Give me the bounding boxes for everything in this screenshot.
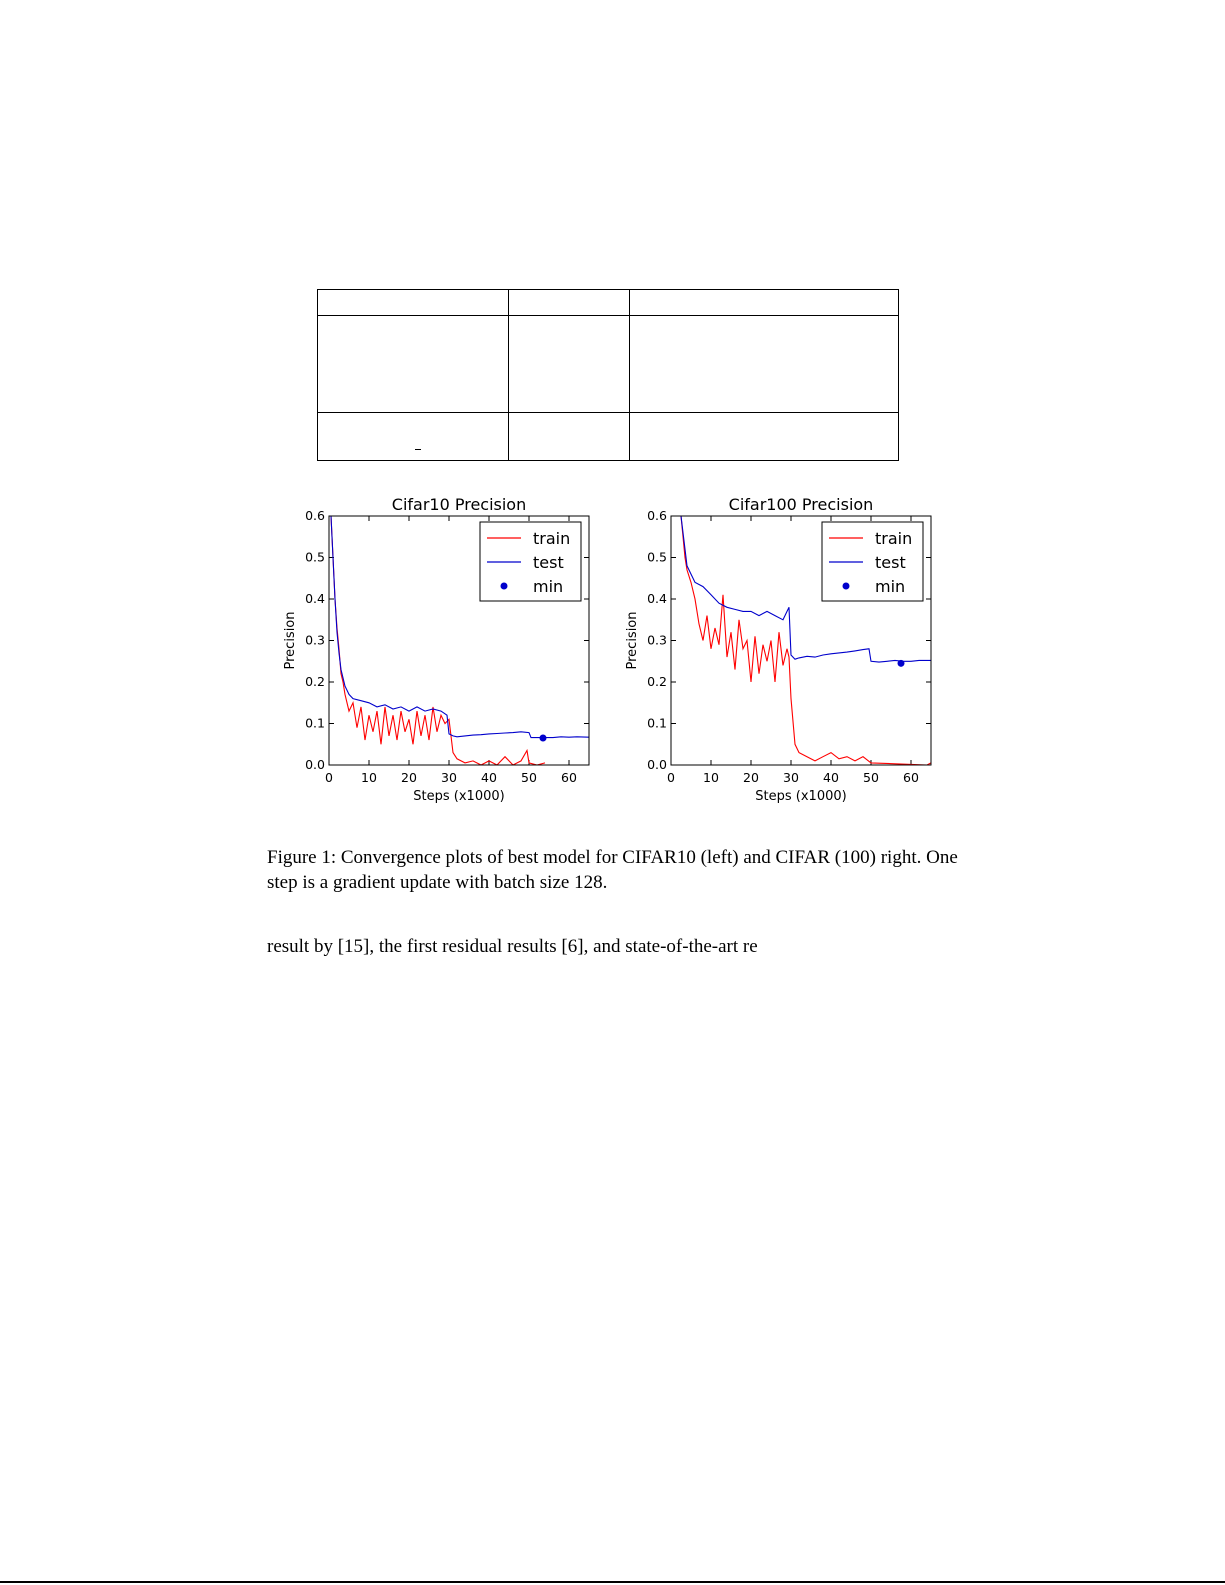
y-tick-label: 0.2: [305, 674, 325, 689]
chart-svg: [617, 490, 947, 810]
y-tick-label: 0.5: [305, 549, 325, 565]
x-tick-label: 20: [743, 770, 759, 785]
table-cell: [630, 413, 899, 461]
table-cell: [630, 290, 899, 316]
cifar10-precision-chart: [275, 490, 605, 810]
x-tick-label: 10: [361, 770, 377, 785]
y-tick-label: 0.2: [647, 674, 667, 689]
chart-title: Cifar100 Precision: [728, 495, 874, 514]
min-point-marker: [540, 735, 547, 742]
x-tick-label: 10: [703, 770, 719, 785]
y-tick-label: 0.3: [647, 632, 667, 648]
figure-caption: Figure 1: Convergence plots of best model for CIFAR10 (left) and CIFAR (100) right. One step is a gradient update with batch size 128.: [267, 847, 958, 893]
x-tick-label: 30: [783, 770, 799, 785]
legend-label-min: min: [875, 577, 906, 596]
x-axis-label: Steps (x1000): [755, 789, 847, 804]
x-tick-label: 0: [325, 770, 333, 785]
legend-label-test: test: [875, 553, 906, 572]
legend-label-test: test: [533, 553, 564, 572]
y-tick-label: 0.4: [647, 591, 667, 606]
results-table: [317, 289, 899, 461]
body-text: result by [15], the first residual results [6], and state-of-the-art re: [267, 936, 758, 957]
y-tick-label: 0.6: [305, 508, 325, 523]
y-tick-label: 0.3: [305, 632, 325, 648]
y-tick-label: 0.6: [647, 508, 667, 523]
table-cell: [318, 316, 509, 413]
y-tick-label: 0.1: [647, 715, 667, 731]
y-axis-label: Precision: [283, 611, 298, 670]
x-tick-label: 20: [401, 770, 417, 785]
y-axis-label: Precision: [625, 611, 640, 670]
legend-label-train: train: [533, 529, 571, 548]
min-point-marker: [898, 660, 905, 667]
y-tick-label: 0.4: [305, 591, 325, 606]
table-cell: [509, 413, 630, 461]
x-tick-label: 0: [667, 770, 675, 785]
legend-swatch-min: [843, 583, 850, 590]
x-tick-label: 50: [863, 770, 879, 785]
x-tick-label: 50: [521, 770, 537, 785]
y-tick-label: 0.5: [647, 549, 667, 565]
x-tick-label: 30: [441, 770, 457, 785]
x-tick-label: 60: [903, 770, 919, 785]
table-cell: [630, 316, 899, 413]
table-cell: [318, 290, 509, 316]
legend-label-train: train: [875, 529, 913, 548]
legend-swatch-min: [501, 583, 508, 590]
x-tick-label: 60: [561, 770, 577, 785]
table-mark: [415, 449, 421, 450]
x-tick-label: 40: [481, 770, 497, 785]
chart-svg: [275, 490, 605, 810]
x-tick-label: 40: [823, 770, 839, 785]
table-cell: [509, 290, 630, 316]
table-cell: [318, 413, 509, 461]
cifar100-precision-chart: [617, 490, 947, 810]
legend-label-min: min: [533, 577, 564, 596]
y-tick-label: 0.0: [647, 757, 667, 772]
y-tick-label: 0.0: [305, 757, 325, 772]
table-cell: [509, 316, 630, 413]
chart-title: Cifar10 Precision: [391, 495, 527, 514]
page-bottom-rule: [0, 1581, 1225, 1583]
y-tick-label: 0.1: [305, 715, 325, 731]
x-axis-label: Steps (x1000): [413, 789, 505, 804]
